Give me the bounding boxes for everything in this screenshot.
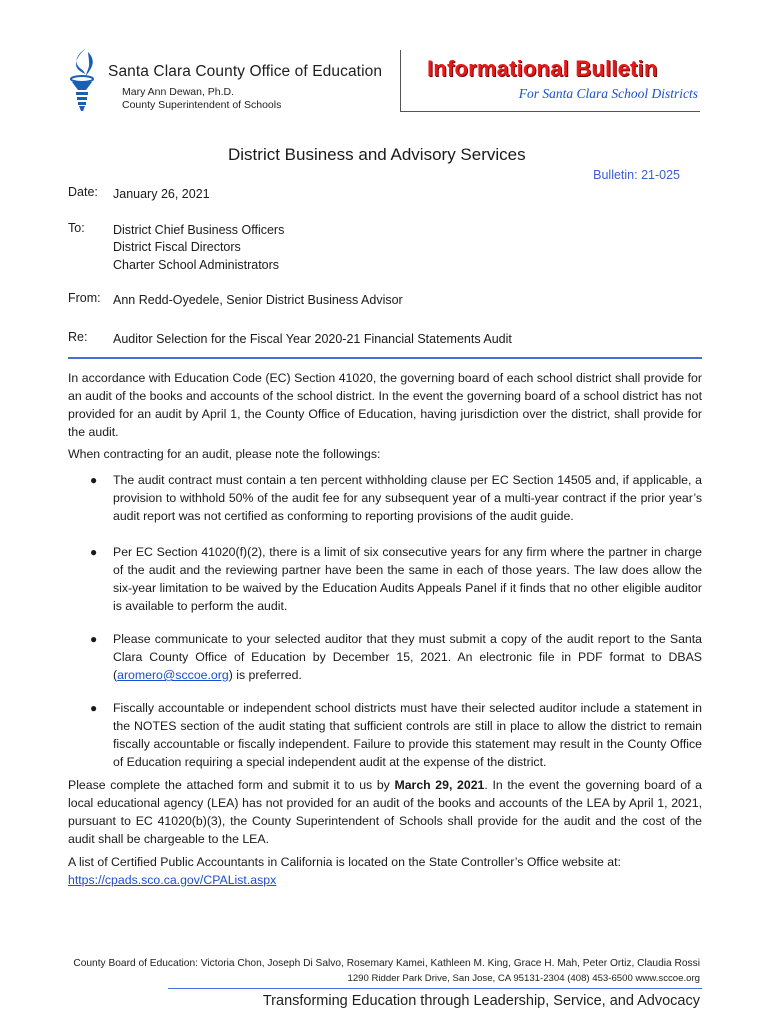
bullet3-text: Please communicate to your selected auditor that they must submit a copy of the audit report to the Santa Clara County Office of Education by December 15, 2021. An electronic file in PDF format to DBAS ( <box>113 632 702 682</box>
to-line: District Chief Business Officers <box>113 223 285 237</box>
to-line: Charter School Administrators <box>113 258 280 272</box>
bullet-icon: ● <box>90 545 98 559</box>
to-line: District Fiscal Directors <box>113 240 241 254</box>
cpa-list-link[interactable]: https://cpads.sco.ca.gov/CPAList.aspx <box>68 873 277 887</box>
deadline-date: March 29, 2021 <box>394 778 485 792</box>
list-item: Fiscally accountable or independent school districts must have their selected auditor include a statement in the NOTES section of the audit stating that sufficient controls are still in place to allow the district to remain fiscally accountable or fiscally independent. Failure to provide this statement may result in the County Office of Education requiring a special independent audit at the expense of the district. <box>113 701 702 769</box>
bullet-icon: ● <box>90 632 98 646</box>
closing-paragraph <box>68 776 702 848</box>
bullet3-tail: ) is preferred. <box>228 668 302 682</box>
org-name: Santa Clara County Office of Education <box>108 63 383 80</box>
footer-tagline: Transforming Education through Leadership, Service, and Advocacy <box>262 993 700 1009</box>
cpa-paragraph <box>68 853 702 889</box>
list-item <box>113 630 702 684</box>
closing-text-rest: . In the event the governing board of a local educational agency (LEA) has not provided for an audit of the books and accounts of the LEA by April 1, 2021, pursuant to EC 41020(b)(3), the County Superintendent of Schools shall provide for the audit and the cost of the audit shall be chargeable to the LEA. <box>68 778 702 846</box>
bullet-icon: ● <box>90 473 98 487</box>
bullet-icon: ● <box>90 701 98 715</box>
date-value: January 26, 2021 <box>113 187 210 201</box>
from-value: Ann Redd-Oyedele, Senior District Business Advisor <box>113 293 403 307</box>
footer-divider <box>168 988 702 989</box>
intro-paragraph: In accordance with Education Code (EC) Section 41020, the governing board of each school district shall provide for an audit of the books and accounts of the school district. In the event the governing board of a school district has not provided for an audit by April 1, the County Office of Education, having jurisdiction over the district, shall provide for the audit. <box>68 371 702 439</box>
lead-paragraph: When contracting for an audit, please note the followings: <box>68 447 381 461</box>
bulletin-subtitle: For Santa Clara School Districts <box>518 86 698 101</box>
superintendent-name: Mary Ann Dewan, Ph.D. <box>122 86 235 98</box>
footer-board-members: County Board of Education: Victoria Chon, Joseph Di Salvo, Rosemary Kamei, Kathleen M. King, Grace H. Mah, Peter Ortiz, Claudia Rossi <box>73 958 700 969</box>
from-label: From: <box>68 291 101 305</box>
re-label: Re: <box>68 330 88 344</box>
list-item: Per EC Section 41020(f)(2), there is a limit of six consecutive years for any firm where the partner in charge of the audit and the reviewing partner have been the same in each of those years. The law does allow the six-year limitation to be waived by the Education Audits Appeals Panel if it finds that no other eligible auditor is available to perform the audit. <box>113 545 702 613</box>
header-divider <box>68 357 702 359</box>
bulletin-number: Bulletin: 21-025 <box>593 168 680 182</box>
superintendent-title: County Superintendent of Schools <box>122 99 282 111</box>
closing-text: Please complete the attached form and submit it to us by <box>68 778 395 792</box>
torch-logo-icon <box>64 46 104 112</box>
cpa-text: A list of Certified Public Accountants in California is located on the State Controller’s Office website at: <box>68 855 621 869</box>
date-label: Date: <box>68 185 98 199</box>
list-item: The audit contract must contain a ten percent withholding clause per EC Section 14505 and, if applicable, a provision to withhold 50% of the audit fee for any subsequent year of a multi-year contract if the prior year’s audit report was not certified as conforming to reporting provisions of the audit guide. <box>113 473 702 523</box>
department-title: District Business and Advisory Services <box>228 145 526 164</box>
dbas-email-link[interactable]: aromero@sccoe.org <box>117 668 229 682</box>
footer-address: 1290 Ridder Park Drive, San Jose, CA 95131-2304 (408) 453-6500 www.sccoe.org <box>347 973 700 984</box>
re-value: Auditor Selection for the Fiscal Year 2020-21 Financial Statements Audit <box>113 332 512 346</box>
to-label: To: <box>68 221 85 235</box>
bulletin-title: Informational Bulletin <box>427 56 658 81</box>
